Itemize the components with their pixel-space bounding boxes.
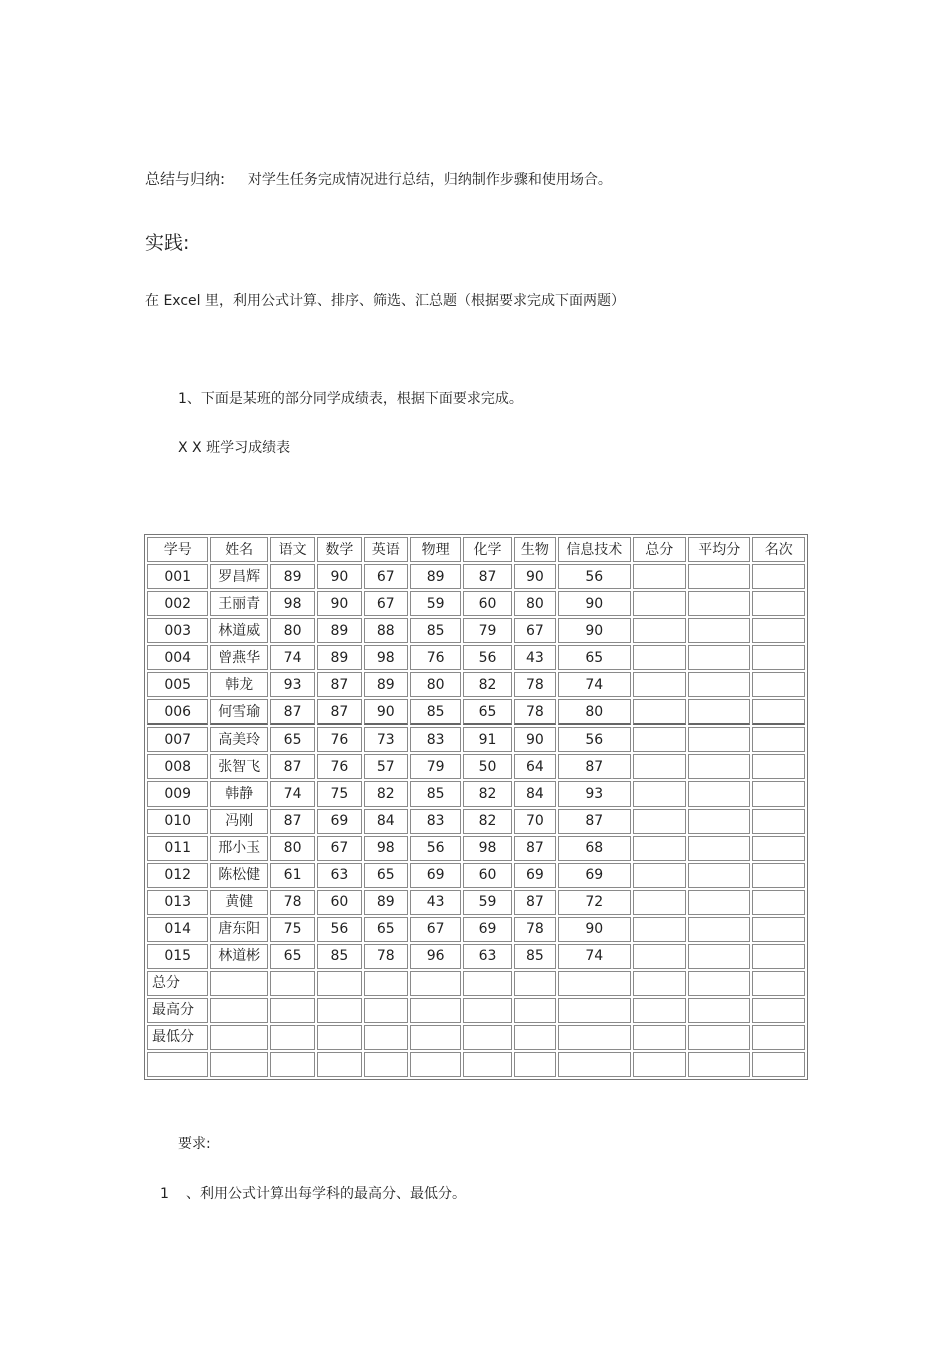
table-cell: [633, 564, 686, 589]
table-cell: [752, 781, 805, 806]
table-cell: 89: [364, 672, 408, 697]
header-cell: 化学: [463, 537, 511, 562]
table-cell: [147, 1052, 208, 1077]
table-cell: 69: [514, 863, 556, 888]
table-cell: 74: [558, 944, 631, 969]
table-cell: [752, 971, 805, 996]
table-cell: 78: [514, 917, 556, 942]
table-cell: [688, 672, 750, 697]
table-cell: [514, 998, 556, 1023]
table-cell: [688, 971, 750, 996]
table-cell: 唐东阳: [210, 917, 267, 942]
table-cell: [752, 754, 805, 779]
table-cell: 87: [514, 836, 556, 861]
table-cell: [270, 998, 315, 1023]
table-cell: [364, 1025, 408, 1050]
table-row: [147, 591, 805, 616]
table-cell: 89: [364, 890, 408, 915]
table-cell: [210, 971, 267, 996]
table-cell: 79: [410, 754, 461, 779]
header-cell: 语文: [270, 537, 315, 562]
table-cell: 005: [147, 672, 208, 697]
table-row: [147, 564, 805, 589]
table-cell: 67: [410, 917, 461, 942]
table-cell: 57: [364, 754, 408, 779]
table-cell: 001: [147, 564, 208, 589]
table-cell: [752, 564, 805, 589]
table-cell: [752, 836, 805, 861]
table-cell: 56: [558, 727, 631, 752]
table-cell: 高美玲: [210, 727, 267, 752]
table-cell: [633, 1025, 686, 1050]
table-cell: [688, 1052, 750, 1077]
table-cell: [633, 781, 686, 806]
table-cell: 张智飞: [210, 754, 267, 779]
table-cell: 98: [270, 591, 315, 616]
table-row: [147, 727, 805, 752]
table-cell: 74: [558, 672, 631, 697]
table-cell: 56: [558, 564, 631, 589]
table-cell: 最高分: [147, 998, 208, 1023]
summary-content: 对学生任务完成情况进行总结，归纳制作步骤和使用场合。: [247, 172, 612, 188]
table-cell: 87: [463, 564, 511, 589]
table-cell: [633, 971, 686, 996]
table-cell: 85: [317, 944, 361, 969]
table-cell: 87: [270, 699, 315, 725]
table-cell: [514, 1025, 556, 1050]
table-cell: 002: [147, 591, 208, 616]
table-cell: [752, 672, 805, 697]
table-row: [147, 890, 805, 915]
table-row: [147, 672, 805, 697]
table-cell: 罗昌辉: [210, 564, 267, 589]
table-cell: [633, 917, 686, 942]
table-cell: [633, 944, 686, 969]
table-cell: 韩静: [210, 781, 267, 806]
table-cell: 87: [317, 699, 361, 725]
table-cell: [688, 944, 750, 969]
header-cell: 生物: [514, 537, 556, 562]
requirement-item-1: [160, 1183, 466, 1203]
table-cell: [270, 1052, 315, 1077]
table-cell: 43: [514, 645, 556, 670]
table-cell: 曾燕华: [210, 645, 267, 670]
table-cell: 67: [317, 836, 361, 861]
table-cell: [752, 890, 805, 915]
table-cell: [688, 998, 750, 1023]
table-cell: 59: [463, 890, 511, 915]
table-cell: 65: [558, 645, 631, 670]
requirements-label: 要求:: [178, 1136, 211, 1152]
header-cell: 物理: [410, 537, 461, 562]
table-cell: 冯刚: [210, 809, 267, 834]
table-cell: 85: [410, 618, 461, 643]
table-cell: [752, 699, 805, 725]
table-cell: 76: [317, 727, 361, 752]
table-cell: [633, 890, 686, 915]
table-row: [147, 699, 805, 725]
table-cell: 最低分: [147, 1025, 208, 1050]
table-cell: [752, 618, 805, 643]
table-cell: [688, 781, 750, 806]
table-footer-row: [147, 1052, 805, 1077]
table-cell: [633, 645, 686, 670]
table-cell: [514, 1052, 556, 1077]
table-cell: 75: [270, 917, 315, 942]
requirement-text: 、利用公式计算出每学科的最高分、最低分。: [186, 1186, 466, 1202]
table-cell: 73: [364, 727, 408, 752]
table-cell: [317, 998, 361, 1023]
table-cell: 90: [514, 727, 556, 752]
table-cell: [752, 944, 805, 969]
table-cell: 何雪瑜: [210, 699, 267, 725]
table-cell: 87: [317, 672, 361, 697]
table-cell: 67: [364, 564, 408, 589]
table-cell: 93: [558, 781, 631, 806]
table-cell: [364, 1052, 408, 1077]
table-cell: [210, 1025, 267, 1050]
table-cell: [463, 998, 511, 1023]
table-cell: 韩龙: [210, 672, 267, 697]
table-cell: 69: [317, 809, 361, 834]
table-row: [147, 645, 805, 670]
table-cell: 006: [147, 699, 208, 725]
table-cell: 67: [514, 618, 556, 643]
table-cell: 90: [558, 618, 631, 643]
table-cell: [688, 890, 750, 915]
summary-label: 总结与归纳:: [145, 170, 226, 188]
table-cell: 56: [410, 836, 461, 861]
table-cell: 60: [463, 863, 511, 888]
table-cell: 87: [270, 754, 315, 779]
table-cell: [633, 836, 686, 861]
table-cell: 80: [410, 672, 461, 697]
table-cell: 83: [410, 727, 461, 752]
table-cell: 96: [410, 944, 461, 969]
table-cell: 90: [364, 699, 408, 725]
table-cell: 91: [463, 727, 511, 752]
table-cell: 林道威: [210, 618, 267, 643]
table-cell: [364, 971, 408, 996]
table-row: [147, 836, 805, 861]
table-cell: 陈松健: [210, 863, 267, 888]
table-cell: [317, 1052, 361, 1077]
table-cell: 78: [514, 672, 556, 697]
table-cell: 87: [514, 890, 556, 915]
table-cell: [463, 971, 511, 996]
table-cell: [633, 1052, 686, 1077]
table-cell: 83: [410, 809, 461, 834]
table-cell: [558, 1025, 631, 1050]
table-cell: [317, 971, 361, 996]
table-cell: [317, 1025, 361, 1050]
header-cell: 姓名: [210, 537, 267, 562]
header-cell: 学号: [147, 537, 208, 562]
table-cell: [633, 727, 686, 752]
table-cell: [688, 917, 750, 942]
table-row: [147, 917, 805, 942]
table-cell: 65: [270, 944, 315, 969]
table-cell: [633, 863, 686, 888]
table-cell: 63: [463, 944, 511, 969]
table-cell: 82: [463, 672, 511, 697]
table-cell: 89: [317, 618, 361, 643]
task1-text: 1、下面是某班的部分同学成绩表，根据下面要求完成。: [178, 391, 523, 407]
table-cell: 70: [514, 809, 556, 834]
table-cell: 98: [364, 836, 408, 861]
table-cell: 98: [364, 645, 408, 670]
table-cell: 65: [364, 863, 408, 888]
table-cell: [688, 591, 750, 616]
table-cell: 61: [270, 863, 315, 888]
table-cell: 012: [147, 863, 208, 888]
table-cell: 72: [558, 890, 631, 915]
table-cell: [688, 699, 750, 725]
table-cell: 76: [410, 645, 461, 670]
table-cell: 75: [317, 781, 361, 806]
table-cell: [688, 618, 750, 643]
table-cell: 68: [558, 836, 631, 861]
table-cell: 50: [463, 754, 511, 779]
table-cell: [752, 1052, 805, 1077]
table-cell: 010: [147, 809, 208, 834]
table-cell: 74: [270, 781, 315, 806]
table-cell: [688, 727, 750, 752]
table-cell: [410, 971, 461, 996]
table-cell: 65: [270, 727, 315, 752]
table-row: [147, 809, 805, 834]
table-cell: 78: [364, 944, 408, 969]
table-cell: 009: [147, 781, 208, 806]
table-cell: 79: [463, 618, 511, 643]
table-cell: 82: [364, 781, 408, 806]
table-cell: [752, 645, 805, 670]
grades-table: [144, 534, 808, 1080]
table-cell: [688, 863, 750, 888]
table-cell: 74: [270, 645, 315, 670]
table-cell: [514, 971, 556, 996]
table-cell: 87: [558, 754, 631, 779]
table-cell: 88: [364, 618, 408, 643]
table-cell: 56: [463, 645, 511, 670]
table-cell: 013: [147, 890, 208, 915]
table-cell: [410, 998, 461, 1023]
practice-title: 实践:: [145, 232, 190, 254]
table-cell: 82: [463, 781, 511, 806]
table-cell: 80: [514, 591, 556, 616]
table-cell: [558, 1052, 631, 1077]
table-cell: 89: [410, 564, 461, 589]
table-cell: 80: [270, 618, 315, 643]
table-cell: 85: [514, 944, 556, 969]
table-cell: 011: [147, 836, 208, 861]
table-cell: 008: [147, 754, 208, 779]
table-cell: 84: [514, 781, 556, 806]
table-row: [147, 863, 805, 888]
table-title: X X 班学习成绩表: [178, 440, 291, 456]
table-cell: 43: [410, 890, 461, 915]
table-cell: 89: [317, 645, 361, 670]
table-row: [147, 944, 805, 969]
table-cell: 014: [147, 917, 208, 942]
table-cell: 56: [317, 917, 361, 942]
table-row: [147, 781, 805, 806]
table-cell: 69: [558, 863, 631, 888]
table-cell: 89: [270, 564, 315, 589]
table-cell: [463, 1052, 511, 1077]
table-cell: 67: [364, 591, 408, 616]
table-cell: 69: [410, 863, 461, 888]
table-cell: 总分: [147, 971, 208, 996]
table-cell: [752, 998, 805, 1023]
header-cell: 名次: [752, 537, 805, 562]
header-cell: 平均分: [688, 537, 750, 562]
table-cell: [364, 998, 408, 1023]
table-cell: [633, 591, 686, 616]
table-cell: 90: [514, 564, 556, 589]
table-cell: 015: [147, 944, 208, 969]
summary-line: [145, 168, 612, 189]
table-cell: 85: [410, 781, 461, 806]
table-cell: 63: [317, 863, 361, 888]
table-cell: 69: [463, 917, 511, 942]
table-footer-row: [147, 1025, 805, 1050]
table-cell: 65: [364, 917, 408, 942]
table-cell: [752, 727, 805, 752]
table-cell: [210, 998, 267, 1023]
table-cell: 黄健: [210, 890, 267, 915]
table-cell: 78: [270, 890, 315, 915]
table-cell: [410, 1025, 461, 1050]
table-cell: [752, 863, 805, 888]
table-cell: 90: [558, 591, 631, 616]
table-cell: [633, 809, 686, 834]
table-cell: 64: [514, 754, 556, 779]
table-cell: 93: [270, 672, 315, 697]
table-cell: 80: [558, 699, 631, 725]
table-cell: [752, 809, 805, 834]
table-cell: [463, 1025, 511, 1050]
table-cell: [752, 1025, 805, 1050]
table-cell: 90: [317, 591, 361, 616]
table-cell: 65: [463, 699, 511, 725]
table-cell: [633, 998, 686, 1023]
table-cell: 82: [463, 809, 511, 834]
header-cell: 数学: [317, 537, 361, 562]
table-cell: 007: [147, 727, 208, 752]
table-cell: 85: [410, 699, 461, 725]
table-cell: 80: [270, 836, 315, 861]
table-cell: [752, 591, 805, 616]
table-footer-row: [147, 998, 805, 1023]
table-cell: [633, 618, 686, 643]
table-cell: [633, 754, 686, 779]
table-cell: 76: [317, 754, 361, 779]
practice-intro: 在 Excel 里，利用公式计算、排序、筛选、汇总题（根据要求完成下面两题）: [145, 293, 625, 309]
table-cell: [210, 1052, 267, 1077]
table-cell: [688, 1025, 750, 1050]
table-cell: [633, 699, 686, 725]
table-cell: 90: [558, 917, 631, 942]
table-cell: [688, 645, 750, 670]
table-cell: [270, 971, 315, 996]
header-cell: 信息技术: [558, 537, 631, 562]
table-cell: 003: [147, 618, 208, 643]
table-cell: 98: [463, 836, 511, 861]
table-cell: 60: [317, 890, 361, 915]
table-cell: 78: [514, 699, 556, 725]
table-cell: [752, 917, 805, 942]
requirement-number: 1: [160, 1186, 169, 1202]
table-cell: [558, 971, 631, 996]
table-cell: 邢小玉: [210, 836, 267, 861]
table-cell: [633, 672, 686, 697]
table-footer-row: [147, 971, 805, 996]
table-cell: 林道彬: [210, 944, 267, 969]
table-cell: [558, 998, 631, 1023]
table-cell: 59: [410, 591, 461, 616]
table-cell: 王丽青: [210, 591, 267, 616]
table-header-row: [147, 537, 805, 562]
table-cell: [688, 564, 750, 589]
table-cell: [688, 836, 750, 861]
table-cell: [270, 1025, 315, 1050]
table-cell: 87: [270, 809, 315, 834]
table-cell: 84: [364, 809, 408, 834]
table-cell: 004: [147, 645, 208, 670]
table-cell: 60: [463, 591, 511, 616]
table-cell: 90: [317, 564, 361, 589]
table-cell: [410, 1052, 461, 1077]
table-cell: [688, 809, 750, 834]
table-row: [147, 618, 805, 643]
table-cell: 87: [558, 809, 631, 834]
table-cell: [688, 754, 750, 779]
table-row: [147, 754, 805, 779]
header-cell: 总分: [633, 537, 686, 562]
header-cell: 英语: [364, 537, 408, 562]
